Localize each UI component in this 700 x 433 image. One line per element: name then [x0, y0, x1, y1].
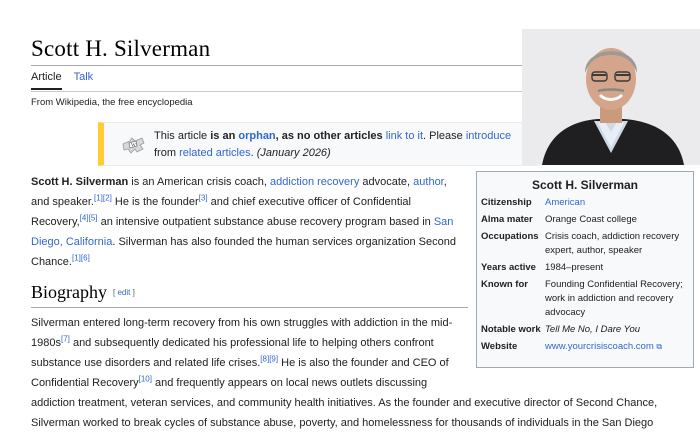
infobox-row-citizenship: [481, 196, 689, 210]
notice-text-part: from: [154, 147, 180, 159]
svg-text:W: W: [131, 143, 136, 149]
infobox-value: Crisis coach, addiction recovery expert, author, speaker: [545, 231, 680, 256]
notice-text-part: . Please: [423, 130, 466, 142]
infobox-row-years-active: [481, 261, 689, 275]
tab-article[interactable]: Article: [31, 71, 62, 90]
infobox-row-known-for: [481, 278, 689, 320]
bio-text: Silverman worked to break cycles of substance abuse, poverty, and homelessness for thousands of individuals in the San Diego: [31, 417, 654, 429]
edit-section-link[interactable]: edit: [117, 288, 131, 297]
section-divider: [31, 307, 468, 308]
infobox-title: Scott H. Silverman: [531, 178, 639, 192]
section-edit: [113, 288, 135, 297]
citation-8[interactable]: [8]: [260, 354, 270, 364]
lead-text: ,: [443, 176, 447, 188]
website-link[interactable]: [545, 340, 689, 354]
notice-text-bold: , as no other articles: [275, 130, 386, 142]
lead-text: advocate,: [359, 176, 414, 188]
citation-7[interactable]: [7]: [60, 334, 70, 344]
citation-5[interactable]: [5]: [88, 213, 98, 223]
external-link-icon: ⧉: [656, 342, 663, 351]
notice-date: (January 2026): [253, 147, 331, 159]
infobox-row-website: [481, 340, 689, 354]
lead-text: He is the founder: [111, 196, 199, 208]
section-heading-biography: [31, 282, 135, 303]
tab-talk[interactable]: Talk: [73, 71, 94, 83]
notice-text-part: .: [250, 147, 254, 159]
lead-text: . Silverman has also founded the human services organization Second: [112, 236, 456, 248]
infobox-row-alma-mater: [481, 213, 689, 227]
bio-text: and subsequently dedicated his professional life to helping others confront: [69, 337, 434, 349]
infobox-label: Known for: [481, 279, 528, 290]
infobox: [476, 171, 694, 368]
san-diego-link[interactable]: Diego, California: [31, 236, 113, 248]
lead-text: and chief executive officer of Confidential: [207, 196, 411, 208]
bio-text: and frequently appears on local news outlets discussing: [151, 377, 428, 389]
link-to-it-link[interactable]: link to it: [385, 130, 423, 142]
orphan-notice-icon: [120, 132, 148, 158]
lead-text: Recovery,: [31, 216, 80, 228]
san-diego-link[interactable]: San: [433, 216, 454, 228]
infobox-value: Orange Coast college: [545, 214, 637, 225]
portrait-photo[interactable]: [522, 29, 700, 165]
bio-text: Confidential Recovery: [31, 377, 139, 389]
bio-text: He is also the founder and CEO of: [278, 357, 449, 369]
lead-text: and speaker.: [31, 196, 94, 208]
author-link[interactable]: author: [413, 176, 444, 188]
orphan-notice: [98, 122, 538, 166]
lead-text: is an American crisis coach,: [128, 176, 271, 188]
website-url[interactable]: www.yourcrisiscoach.com: [545, 341, 654, 352]
article-page: [31, 0, 700, 428]
edit-bracket: [: [113, 288, 118, 297]
title-divider: [31, 65, 531, 66]
bio-text: addiction treatment, veteran services, and community health initiatives. As the founder and executive director of Second Chance,: [31, 397, 658, 409]
addiction-recovery-link[interactable]: addiction recovery: [270, 176, 360, 188]
subject-name: Scott H. Silverman: [31, 176, 129, 188]
infobox-value: 1984–present: [545, 262, 604, 273]
page-title: Scott H. Silverman: [31, 36, 211, 61]
infobox-value: Founding Confidential Recovery; work in addiction and recovery advocacy: [545, 279, 683, 318]
tabs-divider: [31, 91, 531, 92]
introduce-link[interactable]: introduce: [465, 130, 512, 142]
citation-2[interactable]: [2]: [102, 193, 112, 203]
citation-4[interactable]: [4]: [79, 213, 89, 223]
infobox-label: Occupations: [481, 231, 539, 242]
lead-text: an intensive outpatient substance abuse recovery program based in: [97, 216, 434, 228]
tagline: From Wikipedia, the free encyclopedia: [31, 97, 193, 108]
citizenship-link[interactable]: American: [545, 197, 586, 208]
infobox-row-notable-work: [481, 323, 689, 337]
notice-text-part: This article: [154, 130, 211, 142]
notice-text-bold: is an: [210, 130, 239, 142]
citation-6[interactable]: [6]: [80, 253, 90, 263]
bio-text: 1980s: [31, 337, 61, 349]
infobox-label: Years active: [481, 262, 536, 273]
section-heading-text: Biography: [31, 282, 107, 302]
citation-1[interactable]: [1]: [94, 193, 103, 203]
infobox-label: Alma mater: [481, 214, 533, 225]
edit-bracket: ]: [130, 288, 135, 297]
orphan-link[interactable]: orphan: [238, 130, 276, 142]
citation-3[interactable]: [3]: [198, 193, 208, 203]
infobox-label: Citizenship: [481, 197, 532, 208]
infobox-row-occupations: [481, 230, 689, 258]
bio-text: Silverman entered long-term recovery from his own struggles with addiction in the mid-: [31, 317, 453, 329]
portrait-image: [522, 29, 700, 165]
citation-1[interactable]: [1]: [71, 253, 81, 263]
citation-9[interactable]: [9]: [269, 354, 279, 364]
lead-text: Chance.: [31, 256, 72, 268]
bio-text: substance use disorders and related life crises.: [31, 357, 261, 369]
infobox-label: Notable work: [481, 324, 541, 335]
infobox-value: Tell Me No, I Dare You: [545, 324, 641, 335]
citation-10[interactable]: [10]: [138, 374, 152, 384]
orphan-notice-text: [154, 128, 511, 162]
related-articles-link[interactable]: related articles: [179, 147, 251, 159]
article-tabs: [31, 71, 102, 90]
lead-paragraph: [31, 172, 466, 272]
infobox-label: Website: [481, 341, 518, 352]
